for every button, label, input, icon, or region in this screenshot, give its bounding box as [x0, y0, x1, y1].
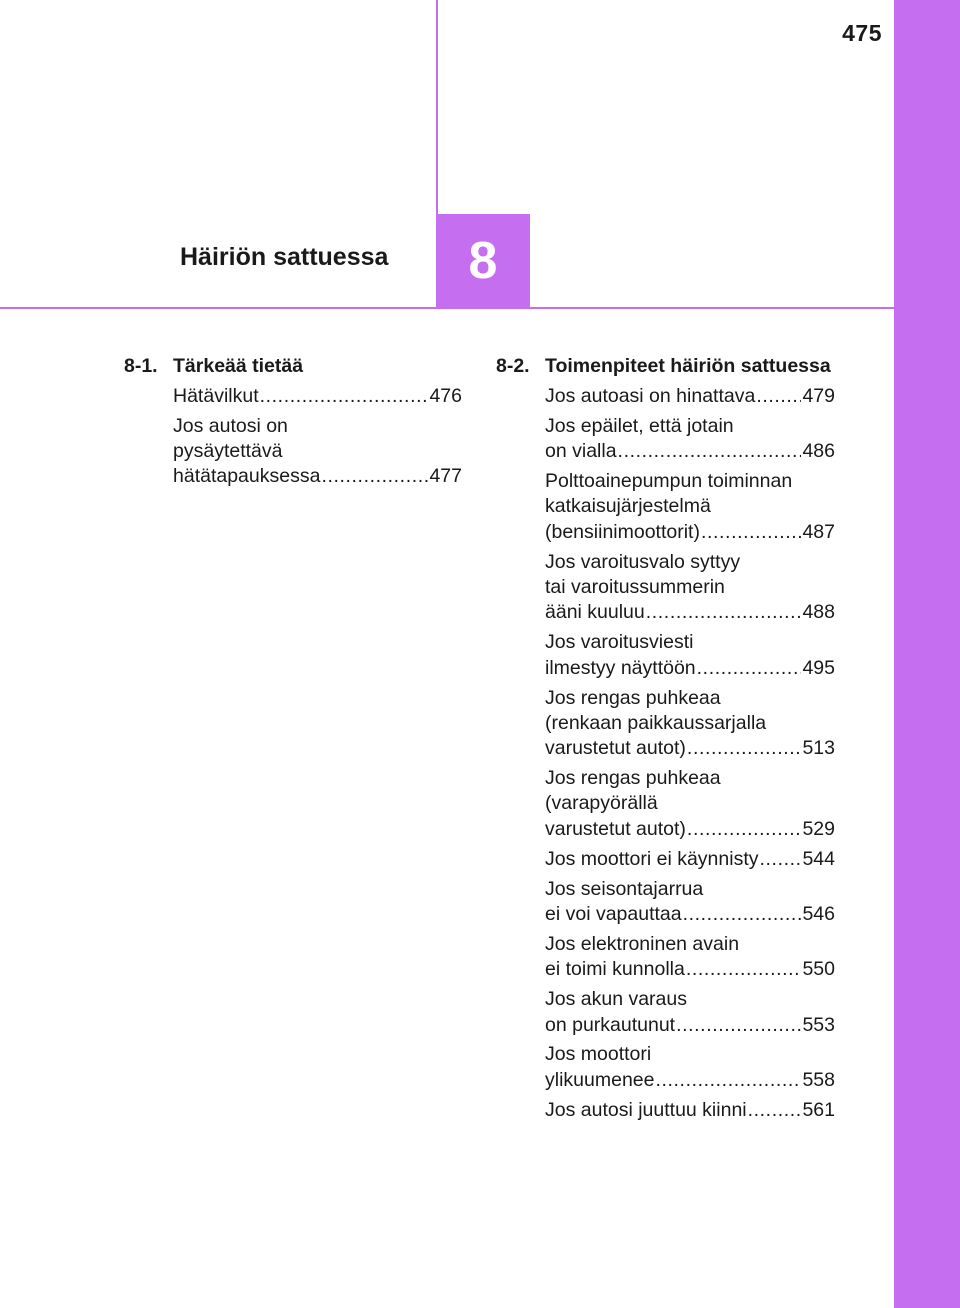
- dot-leader: [760, 847, 802, 872]
- toc-entry-page: 529: [802, 817, 835, 840]
- toc-entry-last-line: [545, 736, 835, 761]
- toc-entry-last-line: [545, 1068, 835, 1093]
- toc-entry-line: (varapyörällä: [545, 792, 658, 815]
- toc-entry[interactable]: [173, 384, 462, 409]
- toc-entry-page: 544: [802, 847, 835, 870]
- toc-entry-label: (bensiinimoottorit): [545, 520, 700, 543]
- toc-entry-line: pysäytettävä: [173, 440, 283, 463]
- toc-entry-page: 558: [802, 1068, 835, 1091]
- toc-entry[interactable]: [545, 384, 835, 409]
- toc-entry-last-line: [545, 384, 835, 409]
- toc-entry[interactable]: [545, 1042, 835, 1093]
- toc-entry-page: 561: [802, 1098, 835, 1121]
- toc-entry-last-line: [545, 520, 835, 545]
- dot-leader: [687, 817, 802, 842]
- dot-leader: [701, 520, 801, 545]
- toc-entry-page: 477: [429, 465, 462, 488]
- toc-entry-page: 546: [802, 902, 835, 925]
- toc-entry-last-line: [173, 464, 462, 489]
- dot-leader: [748, 1098, 802, 1123]
- toc-entry-line: (renkaan paikkaussarjalla: [545, 711, 767, 734]
- toc-entry-label: ei voi vapauttaa: [545, 902, 682, 925]
- toc-entry-last-line: [545, 817, 835, 842]
- toc-entry-line: Jos rengas puhkeaa: [545, 767, 721, 790]
- toc-entry[interactable]: [545, 630, 835, 681]
- toc-entry-line: Jos moottori: [545, 1043, 652, 1066]
- toc-entry-last-line: [173, 384, 462, 409]
- toc-entry-label: Jos autoasi on hinattava: [545, 384, 756, 407]
- toc-section-8-1: [124, 354, 462, 494]
- toc-entry-line: Jos epäilet, että jotain: [545, 414, 734, 437]
- toc-entry-page: 553: [802, 1013, 835, 1036]
- toc-entry-label: ei toimi kunnolla: [545, 958, 685, 981]
- toc-entry[interactable]: [173, 414, 462, 490]
- dot-leader: [686, 957, 802, 982]
- toc-entry[interactable]: [545, 932, 835, 983]
- toc-entry-label: varustetut autot): [545, 817, 686, 840]
- dot-leader: [321, 464, 428, 489]
- toc-entry-label: Jos autosi juuttuu kiinni: [545, 1098, 747, 1121]
- toc-entry-page: 550: [802, 958, 835, 981]
- dot-leader: [683, 902, 802, 927]
- dot-leader: [756, 384, 801, 409]
- dot-leader: [697, 656, 802, 681]
- page-number: 475: [842, 20, 882, 46]
- toc-entry[interactable]: [545, 550, 835, 626]
- toc-entry-last-line: [545, 1013, 835, 1038]
- toc-entry-list: [496, 384, 835, 1123]
- dot-leader: [655, 1068, 801, 1093]
- toc-entry-page: 486: [802, 440, 835, 463]
- toc-entry[interactable]: [545, 1098, 835, 1123]
- toc-entry[interactable]: [545, 877, 835, 928]
- chapter-title: Häiriön sattuessa: [180, 243, 389, 271]
- section-number: 8-1.: [124, 355, 158, 377]
- section-number: 8-2.: [496, 355, 530, 377]
- toc-entry[interactable]: [545, 469, 835, 545]
- toc-entry[interactable]: [545, 414, 835, 465]
- section-heading: [124, 354, 462, 379]
- toc-entry-line: Jos autosi on: [173, 414, 288, 437]
- toc-entry-last-line: [545, 600, 835, 625]
- toc-entry-line: Polttoainepumpun toiminnan: [545, 470, 793, 493]
- toc-entry-last-line: [545, 957, 835, 982]
- toc-entry-label: hätätapauksessa: [173, 465, 321, 488]
- toc-entry-page: 495: [802, 656, 835, 679]
- toc-entry[interactable]: [545, 847, 835, 872]
- toc-entry[interactable]: [545, 987, 835, 1038]
- toc-entry-label: Hätävilkut: [173, 384, 259, 407]
- dot-leader: [618, 439, 802, 464]
- dot-leader: [260, 384, 429, 409]
- dot-leader: [646, 600, 802, 625]
- toc-entry-label: varustetut autot): [545, 737, 686, 760]
- section-title: Tärkeää tietää: [173, 355, 304, 377]
- toc-entry-list: [124, 384, 462, 490]
- toc-entry-label: ilmestyy näyttöön: [545, 656, 696, 679]
- toc-entry-last-line: [545, 656, 835, 681]
- toc-entry-page: 487: [802, 520, 835, 543]
- toc-entry-last-line: [545, 1098, 835, 1123]
- toc-entry-line: Jos rengas puhkeaa: [545, 686, 721, 709]
- toc-entry-last-line: [545, 902, 835, 927]
- toc-entry-line: Jos elektroninen avain: [545, 932, 740, 955]
- toc-entry-page: 476: [429, 384, 462, 407]
- section-heading: [496, 354, 835, 379]
- dot-leader: [676, 1013, 801, 1038]
- toc-entry-page: 513: [802, 737, 835, 760]
- toc-entry-page: 479: [802, 384, 835, 407]
- dot-leader: [687, 736, 802, 761]
- toc-entry[interactable]: [545, 686, 835, 762]
- toc-entry-line: Jos varoitusvalo syttyy: [545, 550, 741, 573]
- toc-entry-label: on purkautunut: [545, 1013, 676, 1036]
- chapter-side-tab: [894, 0, 960, 1308]
- toc-entry[interactable]: [545, 766, 835, 842]
- toc-entry-last-line: [545, 847, 835, 872]
- toc-entry-label: on vialla: [545, 440, 617, 463]
- toc-entry-label: ääni kuuluu: [545, 601, 645, 624]
- section-title: Toimenpiteet häiriön sattuessa: [545, 355, 831, 377]
- header-vertical-rule: [436, 0, 438, 214]
- toc-entry-line: katkaisujärjestelmä: [545, 495, 711, 518]
- toc-entry-page: 488: [802, 601, 835, 624]
- toc-entry-line: tai varoitussummerin: [545, 575, 725, 598]
- toc-entry-line: Jos seisontajarrua: [545, 877, 704, 900]
- toc-entry-line: Jos varoitusviesti: [545, 631, 694, 654]
- toc-entry-label: Jos moottori ei käynnisty: [545, 847, 759, 870]
- toc-entry-label: ylikuumenee: [545, 1068, 655, 1091]
- chapter-number-box: 8: [436, 214, 530, 308]
- toc-entry-line: Jos akun varaus: [545, 988, 687, 1011]
- toc-entry-last-line: [545, 439, 835, 464]
- toc-section-8-2: [496, 354, 835, 1128]
